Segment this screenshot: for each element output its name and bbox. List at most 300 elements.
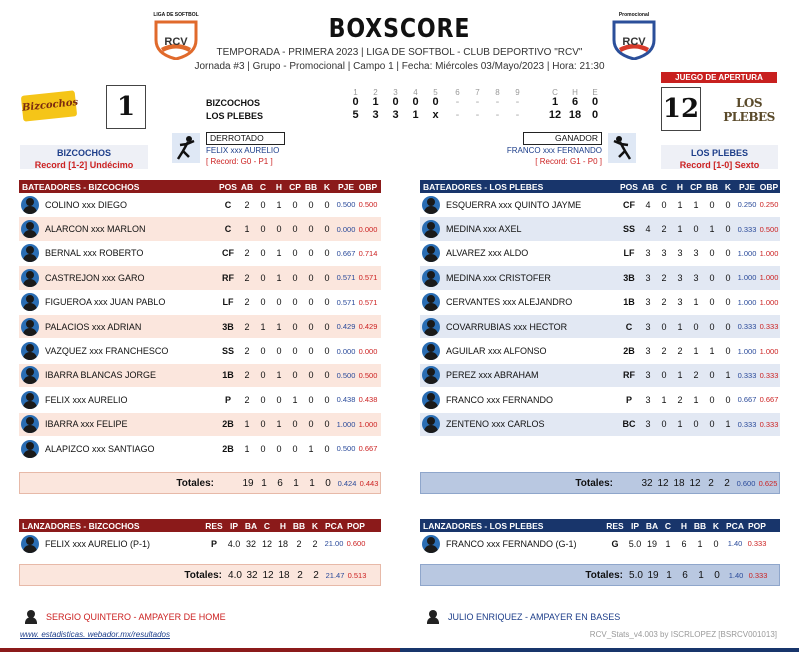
total-value: 12 <box>689 477 701 489</box>
total-value: 19 <box>242 477 254 489</box>
pitcher-stat: 12 <box>261 538 272 549</box>
player-row <box>420 266 780 290</box>
player-stat: 0 <box>260 224 266 235</box>
player-avatar-icon <box>21 220 39 238</box>
player-pje: 0.667 <box>336 248 356 258</box>
player-row <box>19 193 381 217</box>
player-stat: 2 <box>244 297 250 308</box>
player-pos: SS <box>221 346 234 357</box>
player-pje: 1.000 <box>737 273 757 283</box>
player-stat: 0 <box>709 297 715 308</box>
inning-header: 2 <box>373 88 378 97</box>
player-pje: 0.333 <box>737 419 757 429</box>
col-header: CP <box>690 181 702 192</box>
player-stat: 0 <box>308 199 314 210</box>
player-stat: 1 <box>677 224 683 235</box>
player-stat: 2 <box>244 199 250 210</box>
player-name: COVARRUBIAS xxx HECTOR <box>446 321 568 332</box>
col-header: POS <box>620 181 638 192</box>
player-pje: 0.500 <box>336 444 356 454</box>
player-stat: 0 <box>661 370 667 381</box>
total-value: 0.600 <box>736 478 756 488</box>
col-header: C <box>660 181 668 192</box>
player-row <box>19 437 381 461</box>
player-stat: 2 <box>661 297 667 308</box>
away-banner-name: BIZCOCHOS <box>57 148 111 158</box>
player-pje: 0.000 <box>336 346 356 356</box>
loser-name: FELIX xxx AURELIO <box>206 146 280 155</box>
away-banner-record: Record [1-2] Undécimo <box>34 160 134 170</box>
player-obp: 0.000 <box>358 346 378 356</box>
player-avatar-icon <box>21 342 39 360</box>
total-value: 19 <box>647 569 659 581</box>
player-stat: 1 <box>276 272 282 283</box>
pitcher-silhouette-icon <box>172 133 200 163</box>
player-stat: 1 <box>276 199 282 210</box>
pitcher-pop: 0.600 <box>346 539 366 549</box>
player-stat: 0 <box>292 199 298 210</box>
player-stat: 0 <box>308 248 314 259</box>
player-stat: 0 <box>324 443 330 454</box>
total-score: 0 <box>591 109 599 121</box>
col-header: BB <box>693 520 707 531</box>
player-stat: 0 <box>276 297 282 308</box>
player-stat: 3 <box>645 248 651 259</box>
player-obp: 1.000 <box>759 297 779 307</box>
player-name: CERVANTES xxx ALEJANDRO <box>446 297 573 308</box>
player-pje: 0.333 <box>737 224 757 234</box>
col-header: AB <box>641 181 655 192</box>
player-stat: 0 <box>709 394 715 405</box>
player-stat: 0 <box>693 224 699 235</box>
player-stat: 3 <box>645 297 651 308</box>
player-pje: 1.000 <box>737 346 757 356</box>
pitcher-stat: 1 <box>697 538 703 549</box>
col-header: BA <box>645 520 659 531</box>
player-stat: 0 <box>260 199 266 210</box>
total-score: 6 <box>571 96 579 108</box>
player-name: ALVAREZ xxx ALDO <box>446 248 529 259</box>
player-name: ALARCON xxx MARLON <box>45 224 146 235</box>
inning-score: 0 <box>432 96 439 108</box>
player-avatar-icon <box>21 196 39 214</box>
total-value: 12 <box>262 569 274 581</box>
batting-header-row <box>19 180 381 193</box>
linescore-away-name: BIZCOCHOS <box>206 98 260 108</box>
player-obp: 1.000 <box>358 419 378 429</box>
total-score: 1 <box>551 96 559 108</box>
player-stat: 0 <box>276 346 282 357</box>
player-pje: 0.571 <box>336 297 356 307</box>
pitcher-pca: 21.00 <box>324 539 344 549</box>
player-stat: 1 <box>677 199 683 210</box>
total-value: 1 <box>261 477 267 489</box>
player-row <box>420 315 780 339</box>
linescore <box>206 88 606 124</box>
player-obp: 0.333 <box>759 322 779 332</box>
player-name: AGUILAR xxx ALFONSO <box>446 346 547 357</box>
player-pos: 2B <box>222 419 234 430</box>
player-obp: 1.000 <box>759 248 779 258</box>
player-stat: 0 <box>308 394 314 405</box>
pitcher-pca: 1.40 <box>727 539 743 549</box>
totals-label: Totales: <box>575 477 613 489</box>
player-stat: 0 <box>709 370 715 381</box>
player-row <box>19 388 381 412</box>
player-pos: CF <box>623 199 635 210</box>
player-stat: 1 <box>709 346 715 357</box>
batting-totals-row <box>19 472 381 494</box>
player-stat: 3 <box>645 346 651 357</box>
player-stat: 0 <box>292 272 298 283</box>
player-stat: 0 <box>324 419 330 430</box>
player-obp: 1.000 <box>759 273 779 283</box>
col-header: PJE <box>738 181 756 192</box>
player-name: ZENTENO xxx CARLOS <box>446 419 545 430</box>
player-stat: 0 <box>709 419 715 430</box>
player-stat: 0 <box>324 321 330 332</box>
bases-umpire-name: JULIO ENRIQUEZ - AMPAYER EN BASES <box>448 612 621 622</box>
player-pje: 1.000 <box>336 419 356 429</box>
inning-score: x <box>432 109 439 121</box>
player-pos: LF <box>623 248 635 259</box>
player-name: IBARRA xxx FELIPE <box>45 419 128 430</box>
bases-umpire <box>426 610 620 624</box>
inning-score: 3 <box>372 109 379 121</box>
player-stat: 0 <box>260 419 266 430</box>
player-pos: 1B <box>623 297 635 308</box>
pitcher-stat: 6 <box>681 538 687 549</box>
pitcher-stat: 18 <box>277 538 288 549</box>
player-pje: 0.250 <box>737 200 757 210</box>
player-stat: 0 <box>260 272 266 283</box>
away-runs: 1 <box>106 85 146 129</box>
player-row <box>420 193 780 217</box>
footer-bar-right <box>400 648 799 652</box>
player-pje: 0.500 <box>336 200 356 210</box>
player-row <box>420 242 780 266</box>
player-pje: 0.438 <box>336 395 356 405</box>
away-team-banner <box>20 145 148 169</box>
player-avatar-icon <box>21 269 39 287</box>
col-header: C <box>664 520 672 531</box>
player-stat: 1 <box>276 248 282 259</box>
inning-score: 3 <box>392 109 399 121</box>
player-stat: 0 <box>725 248 731 259</box>
total-value: 6 <box>277 477 283 489</box>
player-stat: 1 <box>725 419 731 430</box>
player-avatar-icon <box>422 318 440 336</box>
totals-label: Totales: <box>585 569 623 581</box>
page-title: BOXSCORE <box>328 14 471 44</box>
inning-score: 5 <box>352 109 359 121</box>
player-stat: 1 <box>677 370 683 381</box>
player-row <box>19 266 381 290</box>
col-header: H <box>279 520 287 531</box>
home-batting-table <box>420 180 780 489</box>
total-value: 1 <box>666 569 672 581</box>
pitching-totals-row <box>19 564 381 586</box>
player-stat: 3 <box>645 321 651 332</box>
player-pje: 0.571 <box>336 273 356 283</box>
player-stat: 0 <box>725 199 731 210</box>
player-pos: 1B <box>222 370 234 381</box>
col-header: POP <box>748 520 766 531</box>
player-avatar-icon <box>422 244 440 262</box>
player-stat: 2 <box>244 370 250 381</box>
pitcher-stat: 2 <box>312 538 318 549</box>
player-stat: 0 <box>324 199 330 210</box>
total-value: 1.40 <box>728 570 744 580</box>
loser-label: DERROTADO <box>206 132 285 145</box>
player-stat: 1 <box>693 199 699 210</box>
linescore-home-name: LOS PLEBES <box>206 111 264 121</box>
player-stat: 4 <box>645 224 651 235</box>
total-value: 2 <box>708 477 714 489</box>
home-banner-record: Record [1-0] Sexto <box>679 160 760 170</box>
pitching-header-row <box>420 519 780 532</box>
los-plebes-logo: LOS PLEBES <box>723 96 775 124</box>
player-stat: 2 <box>677 346 683 357</box>
player-pos: P <box>224 394 231 405</box>
player-stat: 1 <box>693 394 699 405</box>
total-value: 4.0 <box>228 569 242 581</box>
player-avatar-icon <box>422 415 440 433</box>
total-value: 0 <box>325 477 331 489</box>
player-stat: 0 <box>260 370 266 381</box>
total-value: 0.424 <box>337 478 357 488</box>
player-stat: 1 <box>244 419 250 430</box>
player-obp: 0.250 <box>759 200 779 210</box>
pitcher-res: P <box>210 538 217 549</box>
player-avatar-icon <box>422 269 440 287</box>
player-stat: 0 <box>276 224 282 235</box>
inning-header: 1 <box>353 88 358 97</box>
total-value: 21.47 <box>325 570 345 580</box>
player-stat: 2 <box>244 321 250 332</box>
player-name: FRANCO xxx FERNANDO <box>446 394 554 405</box>
total-value: 1 <box>293 477 299 489</box>
player-avatar-icon <box>21 415 39 433</box>
player-pje: 0.500 <box>336 370 356 380</box>
player-pos: BC <box>622 419 636 430</box>
player-stat: 0 <box>308 419 314 430</box>
player-name: COLINO xxx DIEGO <box>45 199 128 210</box>
player-stat: 1 <box>677 419 683 430</box>
player-row <box>420 388 780 412</box>
player-stat: 3 <box>693 248 699 259</box>
player-obp: 0.500 <box>358 200 378 210</box>
pitching-table-title: LANZADORES - LOS PLEBES <box>423 520 544 531</box>
pitching-totals-row <box>420 564 780 586</box>
player-stat: 2 <box>244 248 250 259</box>
player-obp: 0.500 <box>759 224 779 234</box>
player-stat: 1 <box>693 297 699 308</box>
rcv-logo-text-right: RCV <box>622 36 646 48</box>
player-pje: 0.667 <box>737 395 757 405</box>
player-stat: 0 <box>324 370 330 381</box>
player-stat: 0 <box>308 370 314 381</box>
player-stat: 0 <box>292 297 298 308</box>
total-value: 18 <box>673 477 685 489</box>
player-name: MEDINA xxx CRISTOFER <box>446 272 551 283</box>
total-value: 0.513 <box>347 570 367 580</box>
player-stat: 1 <box>260 321 266 332</box>
inning-score: 0 <box>352 96 359 108</box>
player-stat: 1 <box>709 224 715 235</box>
player-stat: 0 <box>725 394 731 405</box>
inning-score: 0 <box>392 96 399 108</box>
player-avatar-icon <box>422 196 440 214</box>
loser-record: [ Record: G0 - P1 ] <box>206 157 273 166</box>
player-name: ALAPIZCO xxx SANTIAGO <box>45 443 155 454</box>
col-header: AB <box>240 181 254 192</box>
home-runs: 12 <box>661 87 701 131</box>
player-stat: 0 <box>661 199 667 210</box>
player-stat: 3 <box>693 272 699 283</box>
col-header: H <box>680 520 688 531</box>
totals-label: Totales: <box>184 569 222 581</box>
col-header: BB <box>304 181 318 192</box>
results-link[interactable]: www. estadisticas. webador.mx/resultados <box>20 630 170 639</box>
col-header: H <box>275 181 283 192</box>
player-stat: 1 <box>244 443 250 454</box>
player-obp: 0.667 <box>759 395 779 405</box>
inning-header: 9 <box>515 88 520 97</box>
player-stat: 0 <box>260 248 266 259</box>
player-stat: 0 <box>308 321 314 332</box>
player-pos: 3B <box>222 321 234 332</box>
player-pje: 0.429 <box>336 322 356 332</box>
total-value: 0.333 <box>748 570 768 580</box>
total-value: 1 <box>698 569 704 581</box>
totals-header-c: C <box>552 88 558 97</box>
player-stat: 0 <box>725 272 731 283</box>
home-umpire <box>24 610 226 624</box>
player-stat: 2 <box>661 272 667 283</box>
player-stat: 1 <box>677 321 683 332</box>
winner-label: GANADOR <box>523 132 602 145</box>
pitcher-stat: 19 <box>646 538 657 549</box>
inning-header: 6 <box>455 88 460 97</box>
pitcher-stat: 5.0 <box>628 538 642 549</box>
player-stat: 1 <box>308 443 314 454</box>
inning-score: - <box>495 96 500 108</box>
player-stat: 3 <box>677 272 683 283</box>
total-value: 0.443 <box>359 478 379 488</box>
totals-header-h: H <box>572 88 578 97</box>
player-pos: C <box>224 224 232 235</box>
player-avatar-icon <box>422 220 440 238</box>
col-header: K <box>724 181 732 192</box>
opening-game-badge: JUEGO DE APERTURA <box>661 72 777 83</box>
player-stat: 3 <box>645 394 651 405</box>
player-stat: 0 <box>725 346 731 357</box>
player-stat: 0 <box>260 297 266 308</box>
pitcher-row <box>420 532 780 556</box>
player-row <box>19 339 381 363</box>
player-stat: 0 <box>308 224 314 235</box>
pitcher-stat: 1 <box>665 538 671 549</box>
player-pos: 3B <box>623 272 635 283</box>
total-score: 12 <box>548 109 562 121</box>
home-pitching-table <box>420 519 780 586</box>
total-value: 0.625 <box>758 478 778 488</box>
player-stat: 0 <box>292 224 298 235</box>
pitcher-pop: 0.333 <box>747 539 767 549</box>
player-stat: 0 <box>292 248 298 259</box>
player-stat: 0 <box>709 272 715 283</box>
player-pos: CF <box>222 248 234 259</box>
player-pje: 0.333 <box>737 322 757 332</box>
player-stat: 0 <box>292 321 298 332</box>
col-header: OBP <box>759 181 779 192</box>
player-stat: 4 <box>645 199 651 210</box>
player-stat: 0 <box>308 297 314 308</box>
total-value: 12 <box>657 477 669 489</box>
player-row <box>420 413 780 437</box>
player-stat: 0 <box>292 370 298 381</box>
col-header: PCA <box>726 520 744 531</box>
season-line: TEMPORADA - PRIMERA 2023 | LIGA DE SOFTBOL - CLUB DEPORTIVO "RCV" <box>216 47 583 58</box>
away-batting-table <box>19 180 381 489</box>
player-stat: 1 <box>725 370 731 381</box>
player-obp: 0.333 <box>759 419 779 429</box>
player-pos: SS <box>622 224 635 235</box>
player-stat: 3 <box>661 248 667 259</box>
player-stat: 1 <box>661 394 667 405</box>
player-obp: 0.438 <box>358 395 378 405</box>
player-pje: 0.333 <box>737 370 757 380</box>
total-value: 2 <box>297 569 303 581</box>
bizcochos-logo: Bizcochos <box>21 90 77 122</box>
col-header: RES <box>606 520 624 531</box>
player-stat: 0 <box>260 394 266 405</box>
player-row <box>19 315 381 339</box>
inning-score: - <box>475 96 480 108</box>
totals-header-e: E <box>592 88 598 97</box>
inning-score: - <box>455 96 460 108</box>
batting-totals-row <box>420 472 780 494</box>
player-stat: 0 <box>260 443 266 454</box>
player-avatar-icon <box>422 342 440 360</box>
pitcher-stat: 2 <box>296 538 302 549</box>
player-stat: 3 <box>645 272 651 283</box>
player-obp: 0.500 <box>358 370 378 380</box>
player-avatar-icon <box>21 366 39 384</box>
player-stat: 2 <box>677 394 683 405</box>
totals-label: Totales: <box>176 477 214 489</box>
inning-header: 7 <box>475 88 480 97</box>
info-line: Jornada #3 | Grupo - Promocional | Campo 1 | Fecha: Miércoles 03/Mayo/2023 | Hora: 21:30 <box>194 61 605 72</box>
player-stat: 0 <box>324 224 330 235</box>
player-avatar-icon <box>422 366 440 384</box>
player-stat: 0 <box>324 346 330 357</box>
col-header: K <box>323 181 331 192</box>
total-value: 32 <box>246 569 258 581</box>
total-value: 6 <box>682 569 688 581</box>
col-header: K <box>311 520 319 531</box>
player-stat: 0 <box>709 321 715 332</box>
player-row <box>19 413 381 437</box>
player-pos: 2B <box>222 443 234 454</box>
player-name: IBARRA BLANCAS JORGE <box>45 370 157 381</box>
player-stat: 0 <box>308 272 314 283</box>
player-pje: 1.000 <box>737 297 757 307</box>
pitcher-name: FELIX xxx AURELIO (P-1) <box>45 538 151 549</box>
pitching-header-row <box>19 519 381 532</box>
umpire-icon <box>426 610 440 624</box>
